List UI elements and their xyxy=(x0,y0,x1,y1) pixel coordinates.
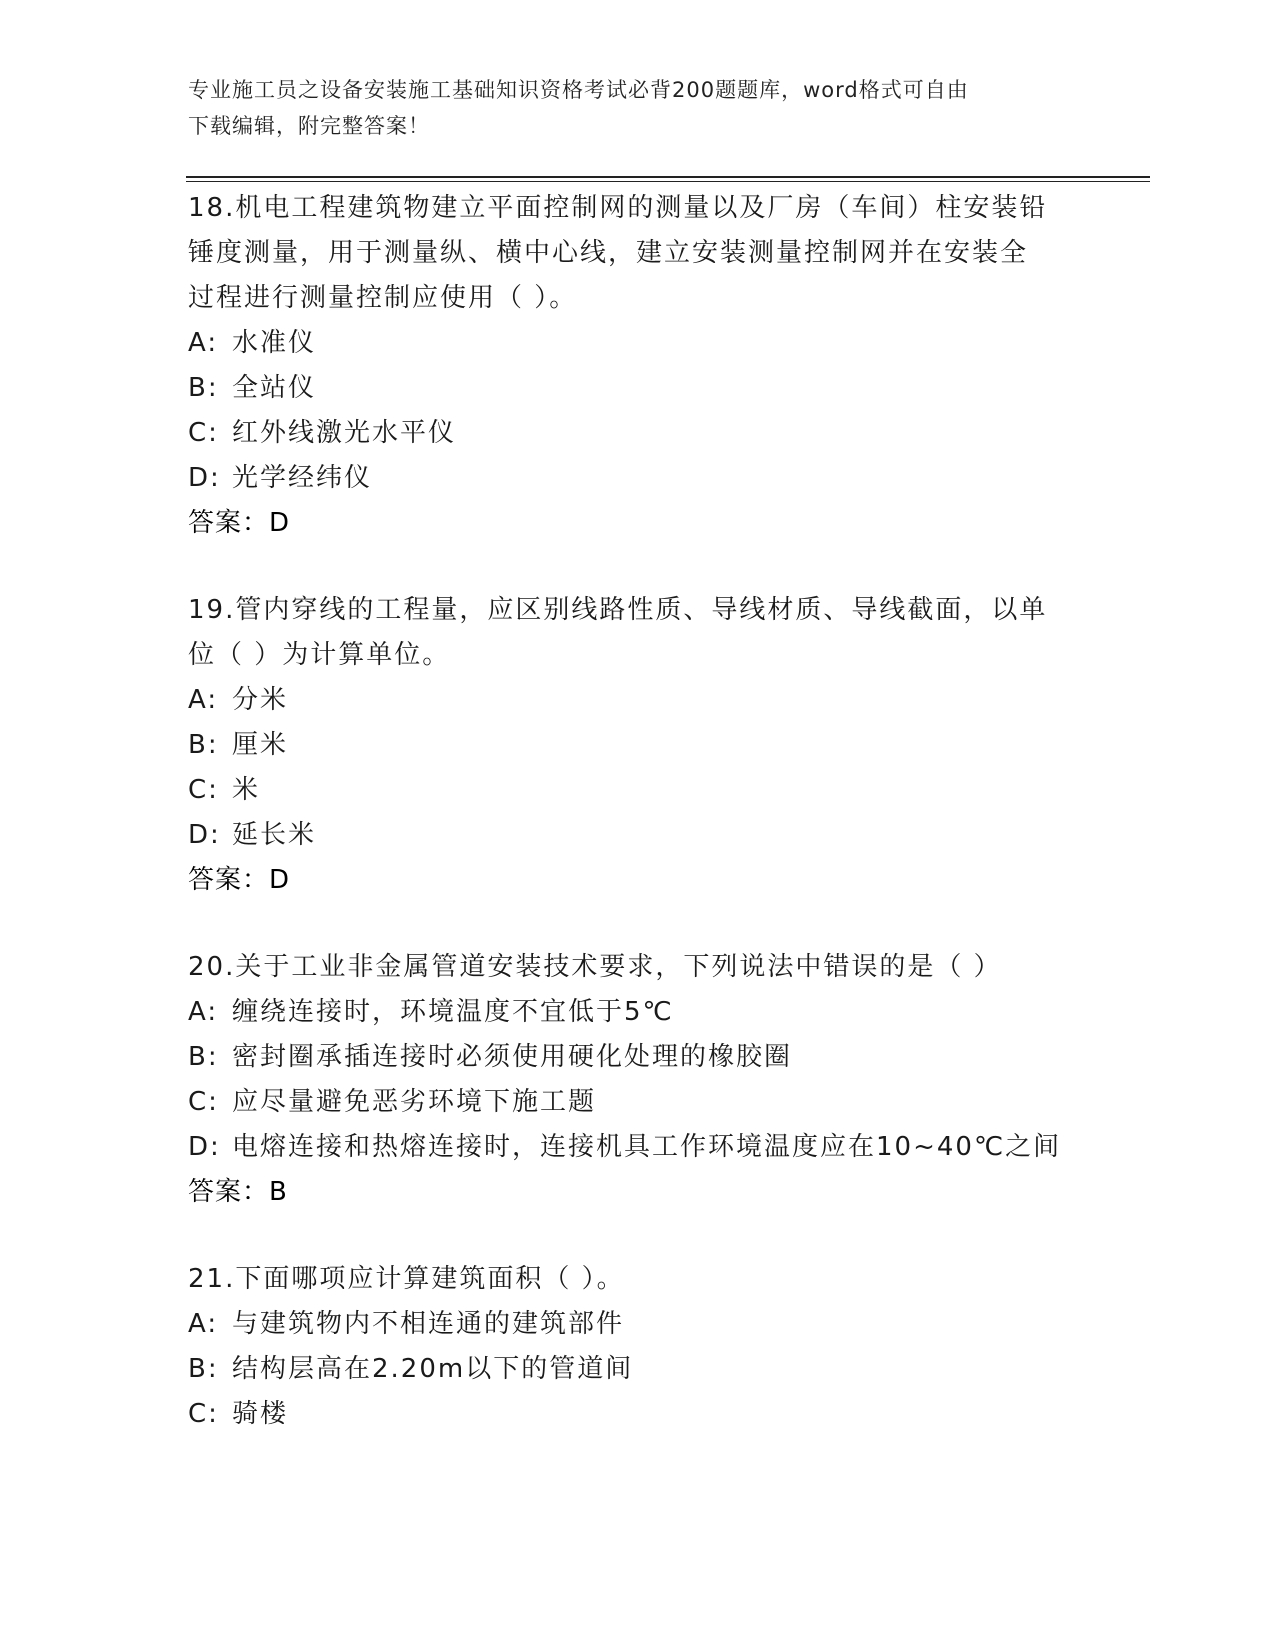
option-a: A: 分米 xyxy=(188,685,289,715)
document-header xyxy=(188,72,1088,144)
header-divider-thick xyxy=(186,176,1150,178)
question-list xyxy=(188,186,1088,1479)
question-stem-line: 18.机电工程建筑物建立平面控制网的测量以及厂房（车间）柱安装铅 xyxy=(188,193,1048,223)
answer-line: 答案：B xyxy=(188,1177,288,1207)
question-19 xyxy=(188,588,1088,903)
question-stem-line: 19.管内穿线的工程量，应区别线路性质、导线材质、导线截面，以单 xyxy=(188,595,1048,625)
option-c: C: 红外线激光水平仪 xyxy=(188,418,457,448)
header-divider-thin xyxy=(186,181,1150,182)
option-a: A: 缠绕连接时，环境温度不宜低于5℃ xyxy=(188,997,674,1027)
question-stem-line: 过程进行测量控制应使用（ ）。 xyxy=(188,283,578,313)
option-d: D: 电熔连接和热熔连接时，连接机具工作环境温度应在10~40℃之间 xyxy=(188,1132,1062,1162)
question-18 xyxy=(188,186,1088,546)
question-stem-line: 锤度测量，用于测量纵、横中心线，建立安装测量控制网并在安装全 xyxy=(188,238,1029,268)
option-a: A: 水准仪 xyxy=(188,328,317,358)
option-d: D: 光学经纬仪 xyxy=(188,463,373,493)
header-line-1: 专业施工员之设备安装施工基础知识资格考试必背200题题库，word格式可自由 xyxy=(188,78,969,102)
question-stem-line: 位（ ）为计算单位。 xyxy=(188,640,451,670)
answer-line: 答案：D xyxy=(188,865,291,895)
option-b: B: 全站仪 xyxy=(188,373,317,403)
option-c: C: 骑楼 xyxy=(188,1399,289,1429)
option-c: C: 应尽量避免恶劣环境下施工题 xyxy=(188,1087,597,1117)
header-line-2: 下载编辑，附完整答案！ xyxy=(188,114,430,138)
question-stem-line: 20.关于工业非金属管道安装技术要求，下列说法中错误的是（ ） xyxy=(188,952,1002,982)
question-stem-line: 21.下面哪项应计算建筑面积（ ）。 xyxy=(188,1264,625,1294)
option-b: B: 密封圈承插连接时必须使用硬化处理的橡胶圈 xyxy=(188,1042,793,1072)
option-a: A: 与建筑物内不相连通的建筑部件 xyxy=(188,1309,625,1339)
option-b: B: 结构层高在2.20m以下的管道间 xyxy=(188,1354,634,1384)
option-c: C: 米 xyxy=(188,775,261,805)
answer-line: 答案：D xyxy=(188,508,291,538)
option-b: B: 厘米 xyxy=(188,730,289,760)
question-21 xyxy=(188,1257,1088,1437)
option-d: D: 延长米 xyxy=(188,820,317,850)
question-20 xyxy=(188,945,1088,1215)
